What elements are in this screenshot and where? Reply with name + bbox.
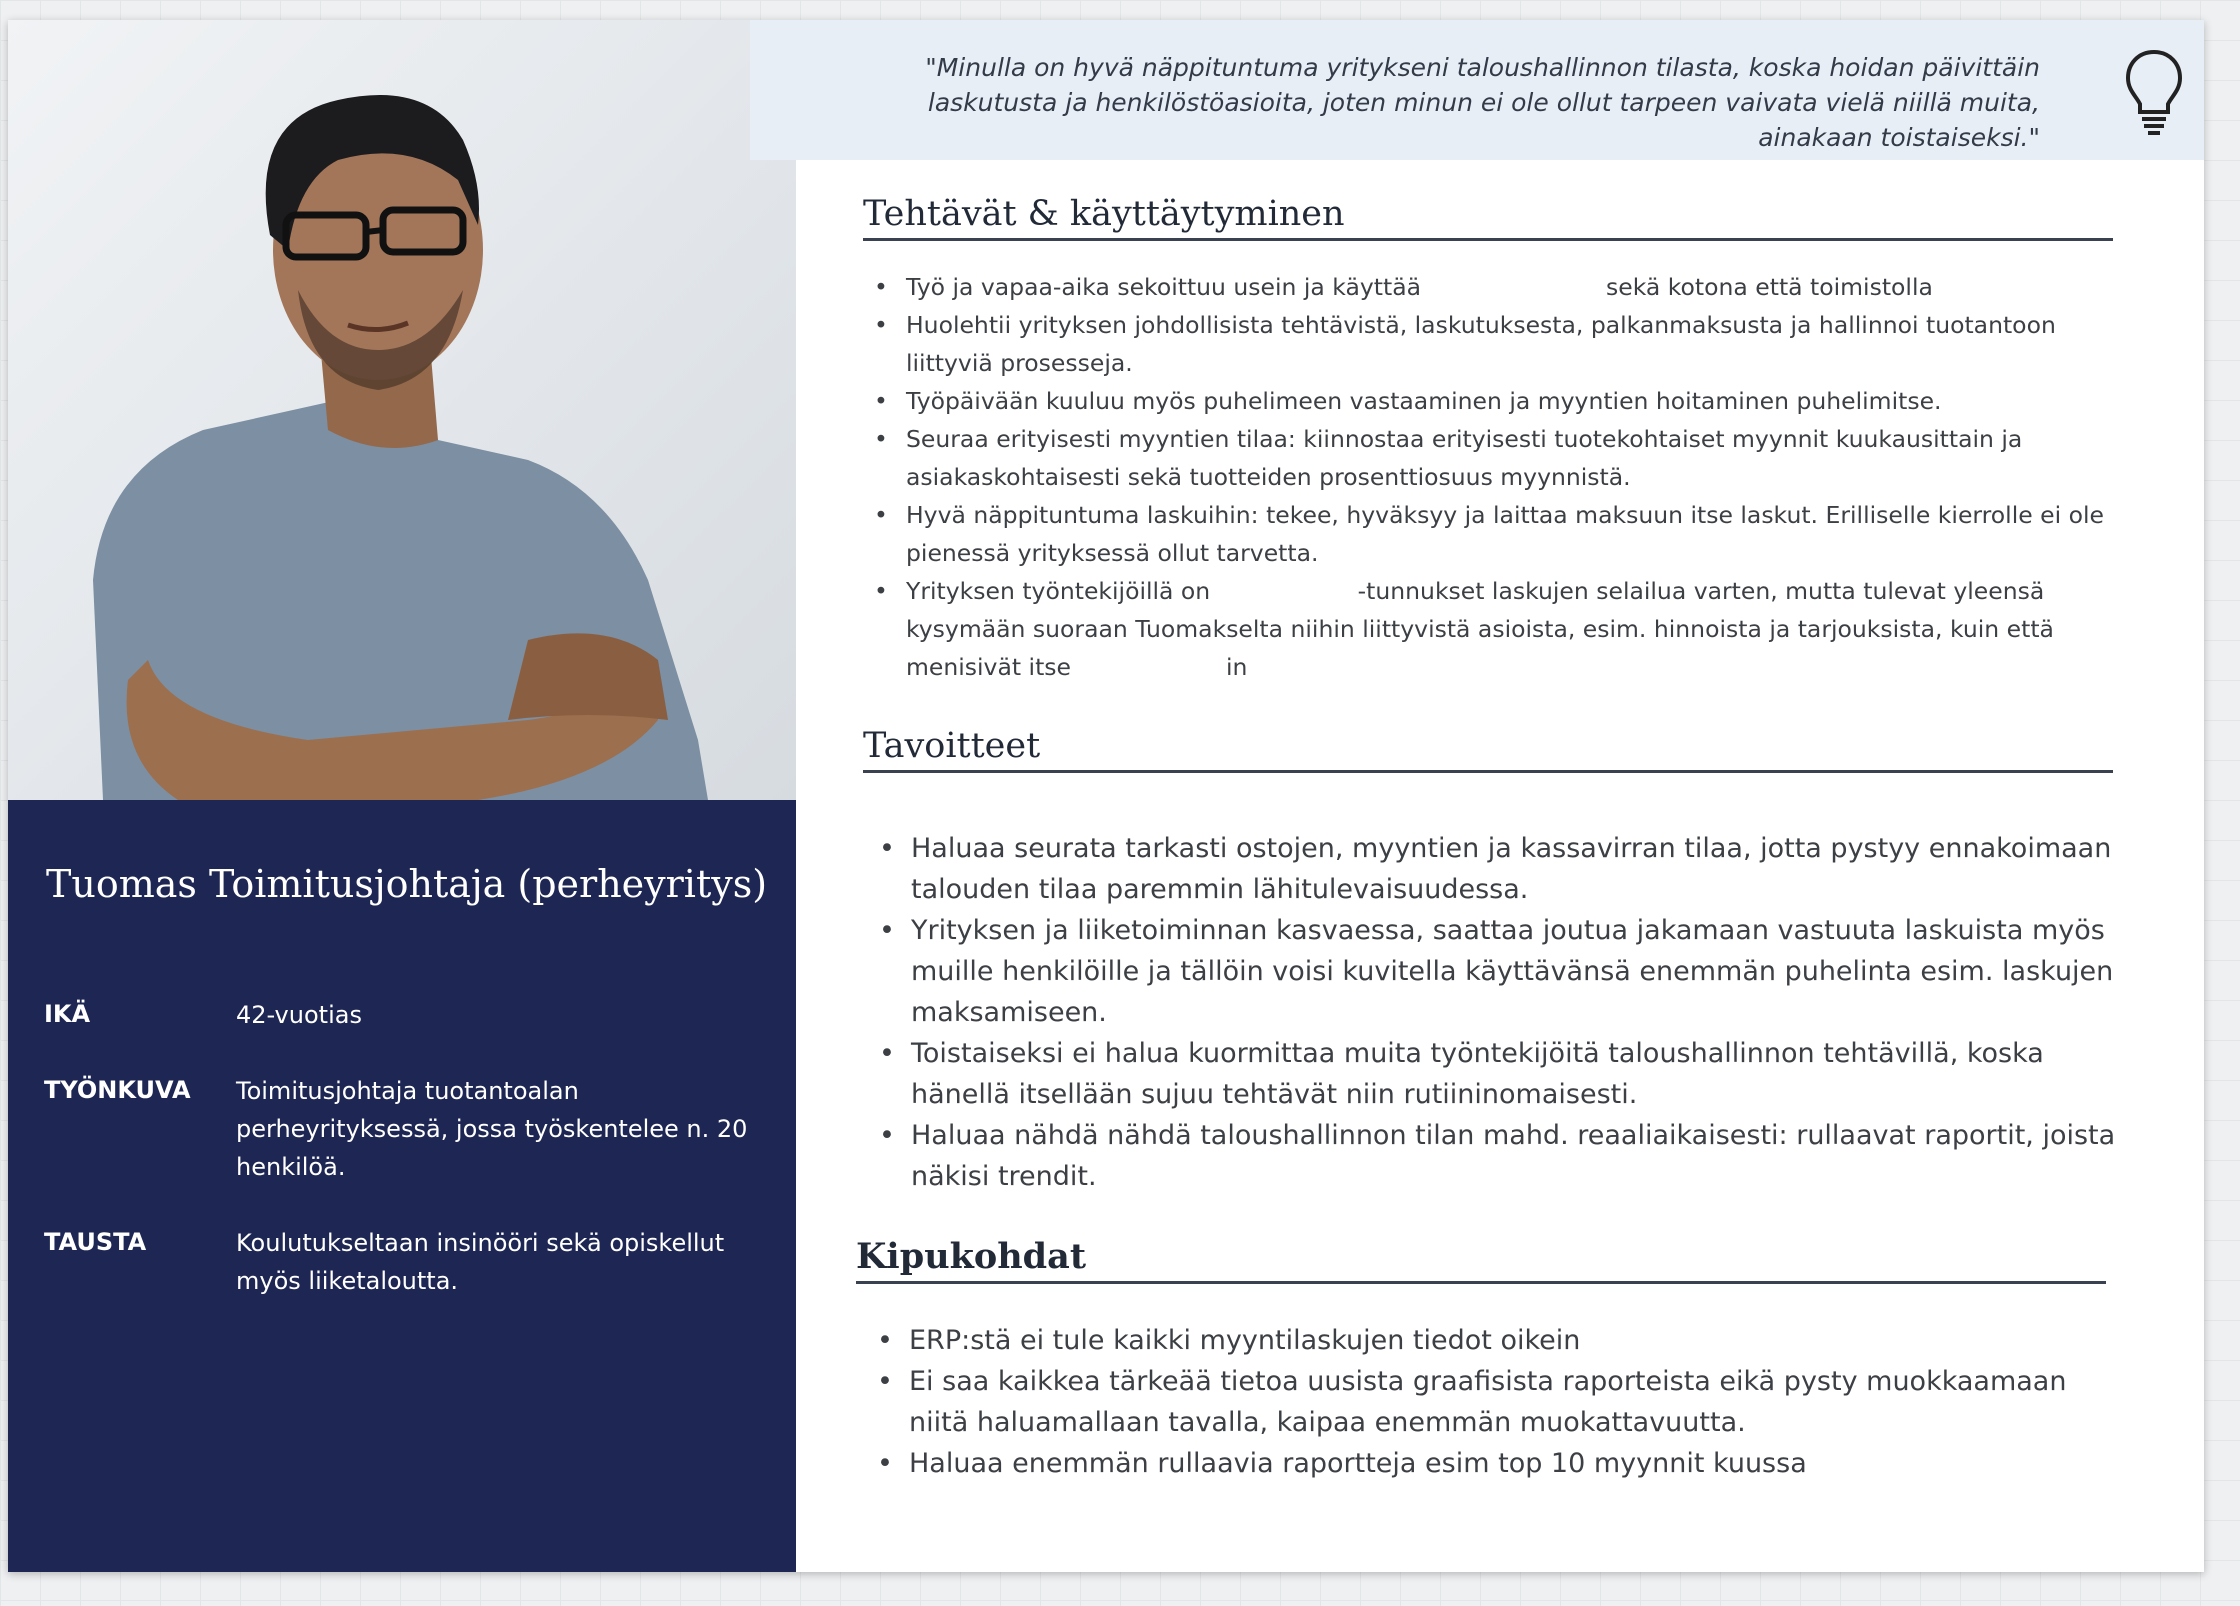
redacted-text: [1429, 275, 1599, 303]
list-item-text: Työ ja vapaa-aika sekoittuu usein ja käyttää: [906, 273, 1422, 301]
tasks-list: [871, 268, 2111, 686]
list-item: • Toistaiseksi ei halua kuormittaa muita työntekijöitä taloushallinnon tehtävillä, koska hänellä itsellään sujuu tehtävät niin rutiininomaisesti.: [876, 1033, 2116, 1115]
list-item-text: Yrityksen työntekijöillä on: [906, 577, 1211, 605]
attribute-label: TYÖNKUVA: [44, 1076, 191, 1104]
section-title-tasks: Tehtävät & käyttäytyminen: [863, 194, 2113, 241]
list-item: • Huolehtii yrityksen johdollisista tehtävistä, laskutuksesta, palkanmaksusta ja hallinnoi tuotantoon liittyviä prosesseja.: [871, 306, 2111, 382]
list-item-text: in: [1225, 653, 1248, 681]
pain-points-list: [874, 1320, 2134, 1484]
list-item: [871, 268, 2111, 306]
persona-card: [8, 20, 2204, 1572]
list-item: • Yrityksen ja liiketoiminnan kasvaessa, saattaa joutua jakamaan vastuuta laskuista myös muille henkilöille ja tällöin voisi kuvitella käyttävänsä enemmän puhelinta esim. laskujen maksamiseen.: [876, 910, 2116, 1033]
persona-info-panel: [8, 800, 796, 1572]
person-portrait: [8, 20, 796, 800]
persona-quote: "Minulla on hyvä näppituntuma yritykseni taloushallinnon tilasta, koska hoidan päivittäin laskutusta ja henkilöstöasioita, joten minun ei ole ollut tarpeen vaivata vielä niillä muita, ainakaan toistaiseksi.": [925, 53, 2040, 152]
attribute-label: TAUSTA: [44, 1228, 147, 1256]
list-item: • Haluaa enemmän rullaavia raportteja esim top 10 myynnit kuussa: [874, 1443, 2134, 1484]
lightbulb-icon: [2124, 48, 2184, 138]
list-item: • Seuraa erityisesti myyntien tilaa: kiinnostaa erityisesti tuotekohtaiset myynnit kuukausittain ja asiakaskohtaisesti sekä tuotteiden prosenttiosuus myynnistä.: [871, 420, 2111, 496]
redacted-text: [1218, 579, 1358, 607]
persona-photo: [8, 20, 796, 800]
quote-banner: [750, 20, 2204, 160]
attribute-value: Toimitusjohtaja tuotantoalan perheyrityksessä, jossa työskentelee n. 20 henkilöä.: [236, 1077, 748, 1181]
list-item: • Haluaa nähdä nähdä taloushallinnon tilan mahd. reaaliaikaisesti: rullaavat raportit, joista näkisi trendit.: [876, 1115, 2116, 1197]
list-item-text: sekä kotona että toimistolla: [1606, 273, 1933, 301]
attribute-label: IKÄ: [44, 1000, 91, 1028]
attribute-value: Koulutukseltaan insinööri sekä opiskellut myös liiketaloutta.: [236, 1229, 725, 1295]
persona-name: Tuomas Toimitusjohtaja (perheyritys): [46, 862, 768, 906]
list-item: • Ei saa kaikkea tärkeää tietoa uusista graafisista raporteista eikä pysty muokkaamaan niitä haluamallaan tavalla, kaipaa enemmän muokattavuutta.: [874, 1361, 2134, 1443]
section-title-goals: Tavoitteet: [863, 726, 2113, 773]
list-item: • ERP:stä ei tule kaikki myyntilaskujen tiedot oikein: [874, 1320, 2134, 1361]
list-item: • Työpäivään kuuluu myös puhelimeen vastaaminen ja myyntien hoitaminen puhelimitse.: [871, 382, 2111, 420]
section-title-pain-points: Kipukohdat: [856, 1236, 2106, 1284]
list-item: • Haluaa seurata tarkasti ostojen, myyntien ja kassavirran tilaa, jotta pystyy ennakoimaan talouden tilaa paremmin lähitulevaisuudessa.: [876, 828, 2116, 910]
redacted-text: [1078, 655, 1218, 683]
goals-list: [876, 828, 2116, 1197]
list-item: [871, 572, 2111, 686]
list-item: • Hyvä näppituntuma laskuihin: tekee, hyväksyy ja laittaa maksuun itse laskut. Erilliselle kierrolle ei ole pienessä yrityksessä ollut tarvetta.: [871, 496, 2111, 572]
attribute-value: 42-vuotias: [236, 1001, 362, 1029]
list-item-text: -tunnukset laskujen selailua varten, mutta tulevat yleensä kysymään suoraan Tuomakselta niihin liittyvistä asioista, esim. hinnoista ja tarjouksista, kuin että menisivät itse: [906, 577, 2054, 681]
